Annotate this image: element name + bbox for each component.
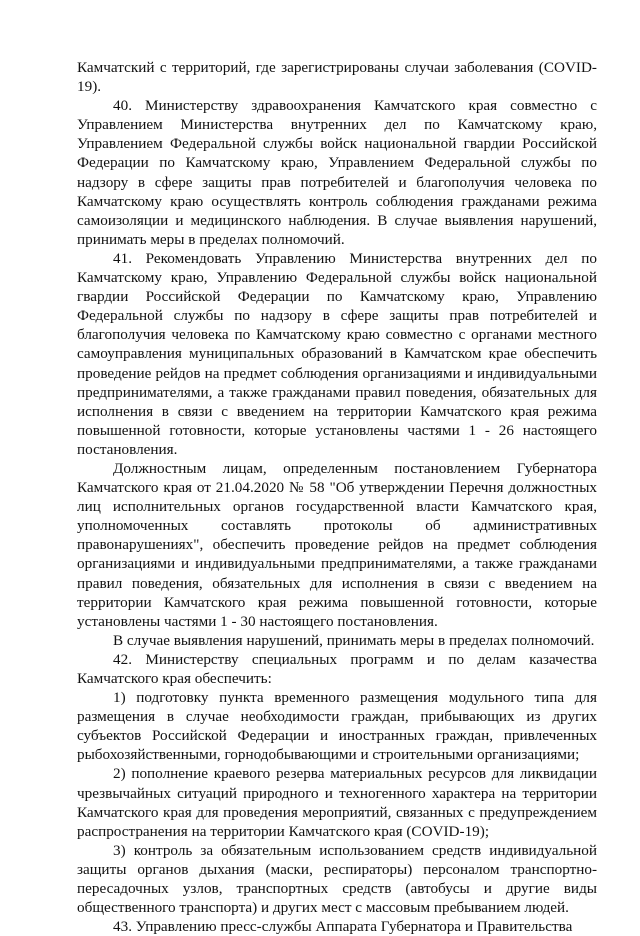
paragraph-item-42-1: 1) подготовку пункта временного размещения модульного типа для размещения в случае необходимости граждан, прибывающих из других субъектов Российской Федерации и иностранных граждан, привлеченных рыбохозяйственными, горнодобывающими и строительными организациями; bbox=[77, 689, 597, 764]
paragraph-violations: В случае выявления нарушений, принимать меры в пределах полномочий. bbox=[113, 631, 595, 649]
paragraph-item-42-3: 3) контроль за обязательным использованием средств индивидуальной защиты органов дыхания (маски, респираторы) персоналом транспортно-пересадочных узлов, транспортных средств (автобусы и другие виды общественного транспорта) и других мест с массовым пребыванием людей. bbox=[77, 841, 597, 917]
paragraph-item-42-2: 2) пополнение краевого резерва материальных ресурсов для ликвидации чрезвычайных ситуаций природного и техногенного характера на территории Камчатского края для проведения мероприятий, связанных с предупреждением распространения на территории Камчатского края (COVID-19); bbox=[77, 765, 597, 840]
paragraph-item-43: 43. Управлению пресс-службы Аппарата Губернатора и Правительства bbox=[113, 918, 573, 936]
paragraph-item-42: 42. Министерству специальных программ и по делам казачества Камчатского края обеспечить: bbox=[77, 650, 597, 687]
paragraph-item-40: 40. Министерству здравоохранения Камчатского края совместно с Управлением Министерства внутренних дел по Камчатскому краю, Управлением Федеральной службы войск национальной гвардии Российской Федерации по Камчатскому краю, Управлением Федеральной службы по надзору в сфере защиты прав потребителей и благополучия человека по Камчатскому краю осуществлять контроль соблюдения гражданами режима самоизоляции и медицинского наблюдения. В случае выявления нарушений, принимать меры в пределах полномочий. bbox=[77, 97, 597, 248]
paragraph-item-41: 41. Рекомендовать Управлению Министерства внутренних дел по Камчатскому краю, Управлению Федеральной службы войск национальной гвардии Российской Федерации по Камчатскому краю, Управлению Федеральной службы по надзору в сфере защиты прав потребителей и благополучия человека по Камчатскому краю совместно с органами местного самоуправления муниципальных образований в Камчатском крае обеспечить проведение рейдов на предмет соблюдения организациями и индивидуальными предпринимателями, а также гражданами правил поведения, обязательных для исполнения в связи с введением на территории Камчатского края режима повышенной готовности, которые установлены частями 1 - 26 настоящего постановления. bbox=[77, 249, 597, 458]
document-page bbox=[77, 58, 597, 936]
paragraph-officials: Должностным лицам, определенным постановлением Губернатора Камчатского края от 21.04.2020 № 58 "Об утверждении Перечня должностных лиц исполнительных органов государственной власти Камчатского края, уполномоченных составлять протоколы об административных правонарушениях", обеспечить проведение рейдов на предмет соблюдения организациями и индивидуальными предпринимателями, а также гражданами правил поведения, обязательных для исполнения в связи с введением на территории Камчатского края режима повышенной готовности, которые установлены частями 1 - 30 настоящего постановления. bbox=[77, 459, 597, 630]
paragraph-continuation: Камчатский с территорий, где зарегистрированы случаи заболевания (COVID-19). bbox=[77, 59, 597, 96]
